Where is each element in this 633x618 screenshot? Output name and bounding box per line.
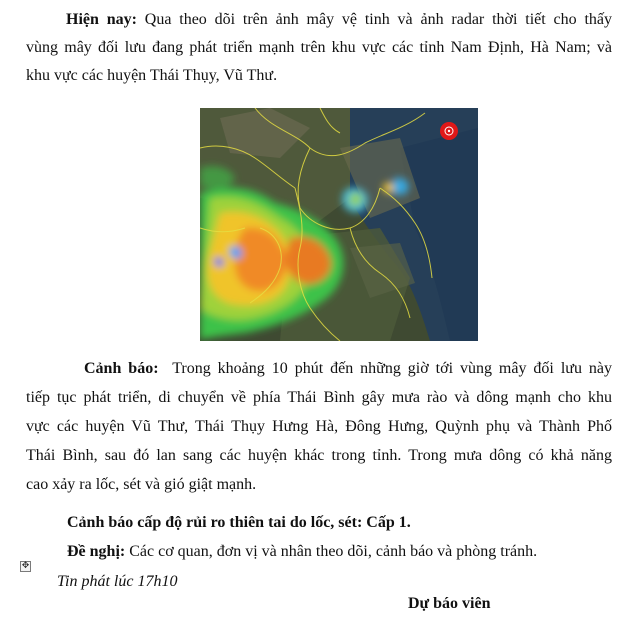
recommendation-label: Đề nghị: xyxy=(67,543,126,560)
warning-line-3: vực các huyện Vũ Thư, Thái Thụy Hưng Hà, Đông Hưng, Quỳnh phụ và Thành Phố xyxy=(26,418,612,435)
satellite-radar-map xyxy=(200,108,478,341)
paragraph-warning xyxy=(26,354,612,499)
issued-time: Tin phát lúc 17h10 xyxy=(57,573,178,590)
forecaster-signature: Dự báo viên xyxy=(408,595,491,612)
table-move-handle-icon[interactable]: ✥ xyxy=(21,561,30,571)
now-label: Hiện nay: xyxy=(66,11,137,28)
warning-line-2: tiếp tục phát triển, di chuyển về phía Thái Bình gây mưa rào và dông mạnh cho khu xyxy=(26,389,612,406)
recommendation-text: Các cơ quan, đơn vị và nhân theo dõi, cảnh báo và phòng tránh. xyxy=(129,543,538,560)
now-line-2: vùng mây đối lưu đang phát triển mạnh trên khu vực các tỉnh Nam Định, Hà Nam; và xyxy=(26,39,612,56)
risk-level: Cảnh báo cấp độ rủi ro thiên tai do lốc, sét: Cấp 1. xyxy=(67,514,411,531)
recommendation xyxy=(67,538,537,566)
warning-line-4: Thái Bình, sau đó lan sang các huyện khác trong tỉnh. Trong mưa dông có khả năng xyxy=(26,447,612,464)
warning-label: Cảnh báo: xyxy=(84,360,159,377)
now-line-1: Qua theo dõi trên ảnh mây vệ tinh và ảnh radar thời tiết cho thấy xyxy=(144,11,612,28)
warning-line-5: cao xảy ra lốc, sét và gió giật mạnh. xyxy=(26,476,257,493)
now-line-3: khu vực các huyện Thái Thụy, Vũ Thư. xyxy=(26,67,278,84)
paragraph-now xyxy=(26,6,612,90)
warning-line-1: Trong khoảng 10 phút đến những giờ tới vùng mây đối lưu này xyxy=(172,360,613,377)
